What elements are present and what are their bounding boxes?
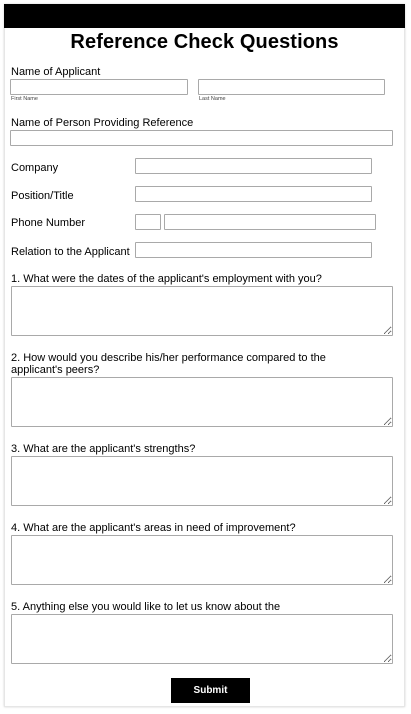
phone-label: Phone Number [11,217,85,229]
first-name-sublabel: First Name [11,96,38,102]
question-3-label: 3. What are the applicant's strengths? [11,443,196,455]
last-name-sublabel: Last Name [199,96,226,102]
last-name-input[interactable] [198,79,385,95]
submit-button[interactable]: Submit [171,678,250,703]
applicant-name-label: Name of Applicant [11,66,101,78]
question-3-textarea[interactable] [11,456,393,506]
position-input[interactable] [135,186,372,202]
question-5-textarea[interactable] [11,614,393,664]
question-2-label: 2. How would you describe his/her performance compared to the applicant's peers? [11,352,326,376]
header-bar [4,4,405,28]
relation-label: Relation to the Applicant [11,246,130,258]
question-1-textarea[interactable] [11,286,393,336]
form-title: Reference Check Questions [70,31,339,53]
company-input[interactable] [135,158,372,174]
reference-person-label: Name of Person Providing Reference [11,117,194,129]
first-name-input[interactable] [10,79,188,95]
position-label: Position/Title [11,190,74,202]
question-5-label: 5. Anything else you would like to let us know about the [11,601,281,613]
question-4-label: 4. What are the applicant's areas in need of improvement? [11,522,296,534]
question-1-label: 1. What were the dates of the applicant's employment with you? [11,273,322,285]
question-4-textarea[interactable] [11,535,393,585]
phone-number-input[interactable] [164,214,376,230]
question-2-textarea[interactable] [11,377,393,427]
company-label: Company [11,162,59,174]
reference-person-input[interactable] [10,130,393,146]
relation-input[interactable] [135,242,372,258]
phone-area-code-input[interactable] [135,214,161,230]
